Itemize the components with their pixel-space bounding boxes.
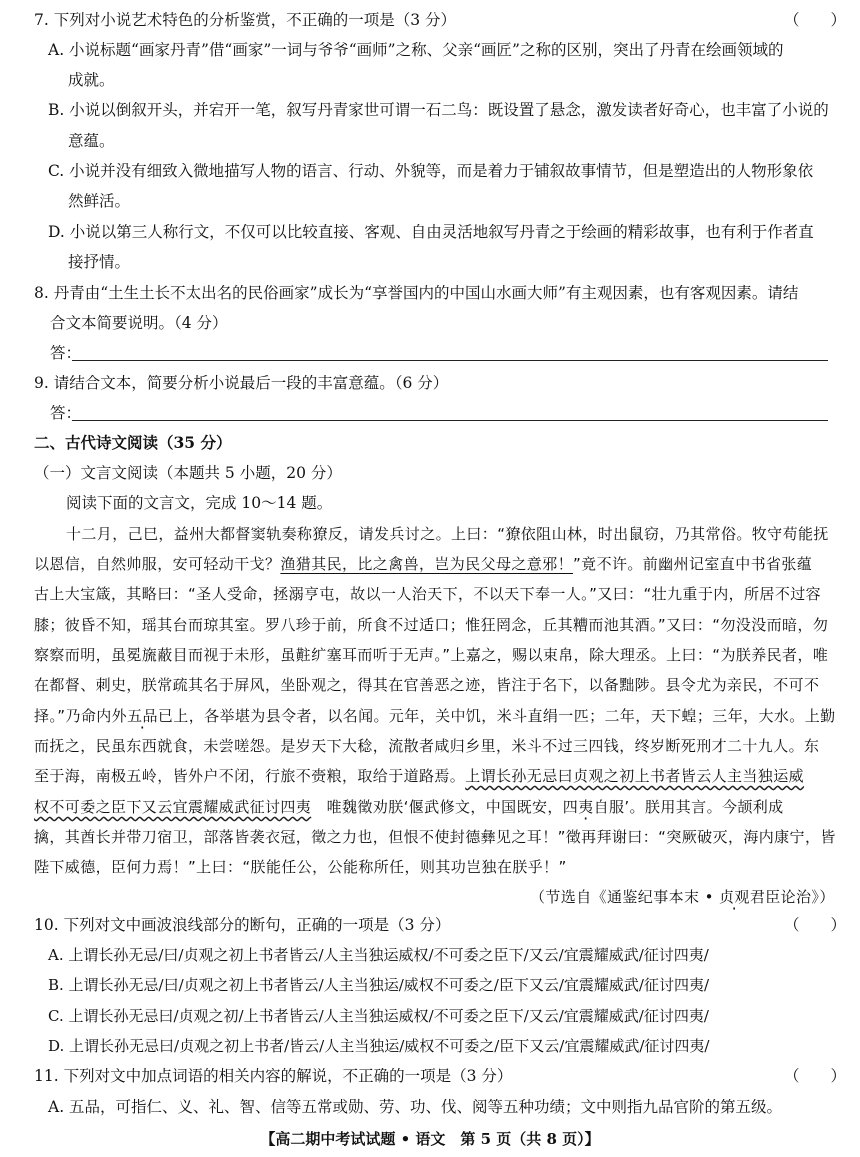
q7-option-a: A. 小说标题“画家丹青”借“画家”一词与爷爷“画师”之称、父亲“画匠”之称的区别，突出了丹青在绘画领域的 xyxy=(48,41,784,59)
passage-line-9: 至于海，南极五岭，皆外户不闭，行旅不赍粮，取给于道路焉。上谓长孙无忌曰贞观之初上书者皆云人主当独运威 xyxy=(34,767,805,785)
passage-line-7: 择。”乃命内外五品已上，各举堪为县令者，以名闻。元年，关中饥，米斗直绢一匹；二年，天下蝗；三年，大水。上勤 xyxy=(34,707,836,725)
passage-line-12: 陛下威德，臣何力焉！”上曰：“朕能任公，公能称所任，则其功岂独在朕乎！” xyxy=(34,858,567,876)
q7-option-b: B. 小说以倒叙开头，并宕开一笔，叙写丹青家世可谓一石二鸟：既设置了悬念，激发读者好奇心，也丰富了小说的 xyxy=(48,101,829,119)
section-title: 二、古代诗文阅读（35 分） xyxy=(34,433,232,452)
q7-option-c: C. 小说并没有细致入微地描写人物的语言、行动、外貌等，而是着力于铺叙故事情节，但是塑造出的人物形象依 xyxy=(48,162,814,180)
dotted-word-wupin: 五品 xyxy=(127,707,158,725)
passage-line-3: 古上大宝箴，其略曰：“圣人受命，拯溺亨屯，故以一人治天下，不以天下奉一人。”又曰：“壮九重于内，所居不过容 xyxy=(34,585,822,603)
q7-answer-bracket: （ ） xyxy=(784,11,847,29)
q10-stem: 10. 下列对文中画波浪线部分的断句，正确的一项是（3 分） xyxy=(34,916,451,934)
q10-option-d: D. 上谓长孙无忌曰/贞观之初上书者/皆云/人主当独运/威权不可委之/臣下又云/宜震耀威武/征讨四夷/ xyxy=(48,1037,710,1055)
passage-line-5: 察察而明，虽冕旒蔽目而视于未形，虽黈纩塞耳而听于无声。”上嘉之，赐以束帛，除大理丞。上曰：“为朕养民者，唯 xyxy=(34,646,829,664)
q10-option-a: A. 上谓长孙无忌/曰/贞观之初上书者皆云/人主当独运威权/不可委之臣下/又云/宜震耀威武/征讨四夷/ xyxy=(48,946,709,964)
q7-option-a-cont: 成就。 xyxy=(68,71,115,89)
q8-stem: 8. 丹青由“土生土长不太出名的民俗画家”成长为“享誉国内的中国山水画大师”有主观因素，也有客观因素。请结 xyxy=(34,284,799,302)
dotted-word-yi: 夷 xyxy=(578,798,594,816)
q9-answer-label: 答： xyxy=(50,404,82,422)
passage-line-8: 而抚之，民虽东西就食，未尝嗟怨。是岁天下大稔，流散者咸归乡里，米斗不过三四钱，终岁断死刑才二十九人。东 xyxy=(34,737,820,755)
passage-source: （节选自《通鉴纪事本末 • 贞观君臣论治》） xyxy=(530,888,835,906)
q11-stem: 11. 下列对文中加点词语的相关内容的解说，不正确的一项是（3 分） xyxy=(34,1067,513,1085)
reading-instruction: 阅读下面的文言文，完成 10～14 题。 xyxy=(66,494,333,512)
q10-option-c: C. 上谓长孙无忌曰/贞观之初/上书者皆云/人主当独运威权/不可委之臣下/又云/宜震耀威武/征讨四夷/ xyxy=(48,1007,709,1025)
subsection-title: （一）文言文阅读（本题共 5 小题，20 分） xyxy=(34,464,342,482)
passage-line-11: 擒，其酋长并带刀宿卫，部落皆袭衣冠，徵之力也，但恨不使封德彝见之耳！”徵再拜谢曰：“突厥破灭，海内康宁，皆 xyxy=(34,828,836,846)
passage-line-4: 膝；彼昏不知，瑶其台而琼其室。罗八珍于前，所食不过适口；惟狂罔念，丘其糟而池其酒。”又曰：“勿没没而暗，勿 xyxy=(34,616,829,634)
wavy-underline-part-1: 上谓长孙无忌曰贞观之初上书者皆云人主当独运威 xyxy=(465,767,805,785)
q11-answer-bracket: （ ） xyxy=(784,1067,847,1085)
translation-sentence: 渔猎其民，比之禽兽，岂为民父母之意邪！ xyxy=(280,555,574,573)
page-footer: 【高二期中考试试题 • 语文 第 5 页（共 8 页）】 xyxy=(260,1130,600,1148)
passage-line-6: 在都督、刺史，朕常疏其名于屏风，坐卧观之，得其在官善恶之迹，皆注于名下，以备黜陟。县令尤为亲民，不可不 xyxy=(34,676,820,694)
dotted-word-zhenguan: 贞观 xyxy=(719,888,750,906)
q9-stem: 9. 请结合文本，简要分析小说最后一段的丰富意蕴。（6 分） xyxy=(34,374,449,392)
passage-line-1: 十二月，己巳，益州大都督窦轨奏称獠反，请发兵讨之。上曰：“獠依阻山林，时出鼠窃，乃其常俗。牧守苟能抚 xyxy=(66,525,829,543)
q8-stem-cont: 合文本简要说明。（4 分） xyxy=(50,314,228,332)
q10-option-b: B. 上谓长孙无忌/曰/贞观之初上书者皆云/人主当独运/威权不可委之/臣下又云/宜震耀威武/征讨四夷/ xyxy=(48,976,709,994)
q7-option-c-cont: 然鲜活。 xyxy=(68,192,131,210)
q8-answer-line[interactable] xyxy=(72,342,828,361)
passage-line-10: 权不可委之臣下又云宜震耀威武征讨四夷 唯魏徵劝朕‘偃武修文，中国既安，四夷自服’。朕用其言。今颉利成 xyxy=(34,798,784,816)
q8-answer-label: 答： xyxy=(50,344,82,362)
wavy-underline-part-2: 权不可委之臣下又云宜震耀威武征讨四夷 xyxy=(34,798,312,816)
q10-answer-bracket: （ ） xyxy=(784,916,847,934)
q9-answer-line[interactable] xyxy=(72,402,828,421)
q7-option-d-cont: 接抒情。 xyxy=(68,253,131,271)
passage-line-2: 以恩信，自然帅服，安可轻动干戈？渔猎其民，比之禽兽，岂为民父母之意邪！”竟不许。前幽州记室直中书省张蕴 xyxy=(34,555,813,573)
q11-option-a: A. 五品，可指仁、义、礼、智、信等五常或勋、劳、功、伐、阅等五种功绩；文中则指九品官阶的第五级。 xyxy=(48,1098,783,1116)
q7-stem: 7. 下列对小说艺术特色的分析鉴赏，不正确的一项是（3 分） xyxy=(34,11,457,29)
q7-option-b-cont: 意蕴。 xyxy=(68,132,115,150)
q7-option-d: D. 小说以第三人称行文，不仅可以比较直接、客观、自由灵活地叙写丹青之于绘画的精彩故事，也有利于作者直 xyxy=(48,223,814,241)
